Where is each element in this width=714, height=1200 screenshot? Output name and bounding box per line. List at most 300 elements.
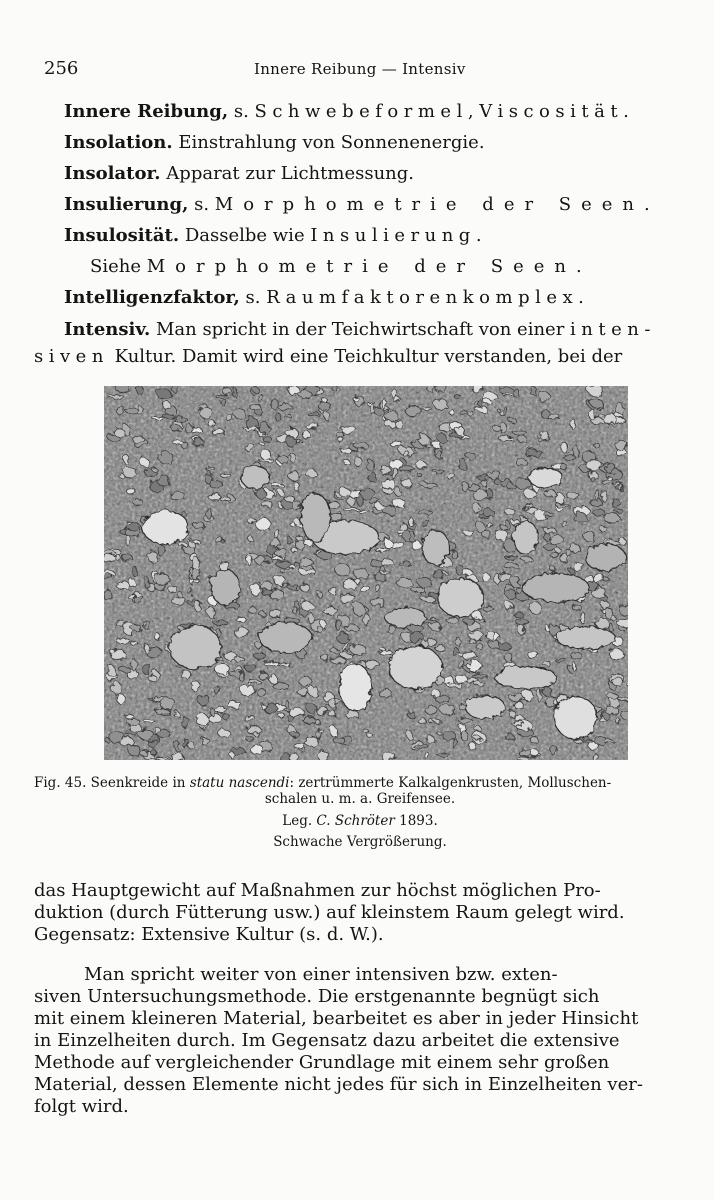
pebble xyxy=(267,608,280,615)
pebble xyxy=(515,617,527,624)
rock-fragment xyxy=(338,662,370,710)
pebble xyxy=(130,659,136,670)
pebble xyxy=(110,681,121,693)
pebble xyxy=(471,502,479,511)
pebble xyxy=(560,442,567,452)
pebble xyxy=(170,595,185,602)
pebble xyxy=(256,393,262,400)
pebble xyxy=(616,696,628,699)
pebble xyxy=(614,402,622,413)
pebble xyxy=(283,413,290,416)
pebble xyxy=(321,606,336,613)
pebble xyxy=(468,630,483,639)
pebble xyxy=(504,587,513,597)
pebble xyxy=(204,506,209,517)
cross-reference: Morphometrie der Seen xyxy=(214,194,645,215)
pebble xyxy=(366,732,371,736)
pebble xyxy=(475,642,482,648)
pebble xyxy=(493,528,506,540)
pebble xyxy=(515,477,529,488)
pebble xyxy=(209,707,214,714)
pebble xyxy=(402,528,409,539)
pebble xyxy=(582,530,593,540)
figure-label: Fig. 45. xyxy=(34,775,87,791)
pebble xyxy=(508,709,514,716)
pebble xyxy=(125,717,138,724)
pebble xyxy=(255,687,263,695)
pebble xyxy=(417,434,428,444)
pebble xyxy=(373,547,388,550)
pebble xyxy=(604,462,615,473)
pebble xyxy=(357,509,368,512)
page-number: 256 xyxy=(44,58,79,79)
pebble xyxy=(535,688,541,700)
pebble xyxy=(602,412,615,423)
running-head: Innere Reibung — Intensiv xyxy=(254,60,466,78)
pebble xyxy=(328,708,334,716)
pebble xyxy=(404,404,419,415)
pebble xyxy=(258,612,265,615)
pebble xyxy=(140,662,149,672)
pebble xyxy=(424,736,434,742)
pebble xyxy=(254,517,269,529)
pebble xyxy=(245,555,251,564)
pebble xyxy=(155,388,169,397)
pebble xyxy=(301,715,313,721)
pebble xyxy=(487,639,499,647)
pebble xyxy=(296,687,308,694)
pebble xyxy=(600,600,608,608)
pebble xyxy=(416,472,420,476)
pebble xyxy=(286,536,291,543)
pebble xyxy=(317,728,322,732)
pebble xyxy=(467,660,481,672)
pebble xyxy=(315,704,325,715)
pebble xyxy=(555,503,568,507)
pebble xyxy=(452,737,456,747)
pebble xyxy=(117,665,129,671)
pebble xyxy=(234,615,244,620)
pebble xyxy=(465,451,473,459)
pebble xyxy=(176,541,185,546)
pebble xyxy=(314,717,318,723)
pebble xyxy=(299,583,309,590)
rock-fragment xyxy=(384,606,425,627)
pebble xyxy=(460,480,467,489)
cross-reference: Morphometrie der Seen xyxy=(146,256,576,277)
pebble xyxy=(268,673,276,682)
rock-fragment xyxy=(512,519,537,553)
pebble xyxy=(364,658,377,668)
pebble xyxy=(307,685,317,696)
pebble xyxy=(606,692,617,697)
entry-definition: Apparat zur Lichtmessung. xyxy=(160,163,415,184)
pebble xyxy=(467,740,474,748)
pebble xyxy=(537,391,549,401)
pebble xyxy=(512,700,521,707)
entry-siehe: Siehe Morphometrie der Seen. xyxy=(90,256,582,277)
pebble xyxy=(317,750,328,760)
pebble xyxy=(610,497,618,506)
pebble xyxy=(506,483,514,489)
pebble xyxy=(315,624,321,630)
pebble xyxy=(419,481,435,486)
pebble xyxy=(453,636,458,644)
page-header xyxy=(44,58,674,82)
pebble xyxy=(570,603,580,608)
pebble xyxy=(170,386,177,391)
pebble xyxy=(125,522,139,529)
body-text xyxy=(34,880,688,1136)
pebble xyxy=(320,652,327,660)
pebble xyxy=(251,386,258,391)
pebble xyxy=(166,584,176,591)
pebble xyxy=(602,512,618,521)
pebble xyxy=(558,463,566,469)
pebble xyxy=(257,421,268,432)
pebble xyxy=(353,566,366,578)
pebble xyxy=(109,648,124,659)
pebble xyxy=(416,509,431,514)
caption-line-1: Fig. 45. Seenkreide in statu nascendi: zertrümmerte Kalkalgenkrusten, Molluschen- xyxy=(34,775,612,791)
pebble xyxy=(328,586,336,593)
pebble xyxy=(554,546,559,551)
pebble xyxy=(239,684,254,694)
pebble xyxy=(509,720,523,723)
pebble xyxy=(386,625,395,633)
pebble xyxy=(610,675,621,684)
pebble xyxy=(269,397,277,408)
pebble xyxy=(369,596,383,605)
pebble xyxy=(219,472,230,476)
pebble xyxy=(297,389,311,397)
pebble xyxy=(229,751,233,758)
pebble xyxy=(592,508,603,515)
pebble xyxy=(289,730,297,736)
pebble xyxy=(482,398,490,403)
pebble xyxy=(126,743,139,753)
pebble xyxy=(219,495,229,500)
pebble xyxy=(541,685,550,694)
pebble xyxy=(299,675,310,685)
pebble xyxy=(352,455,360,465)
pebble xyxy=(150,467,155,470)
rock-fragment xyxy=(258,621,310,652)
pebble xyxy=(187,588,192,594)
pebble xyxy=(121,553,131,559)
pebble xyxy=(431,468,443,471)
pebble xyxy=(276,403,290,409)
pebble xyxy=(173,415,186,421)
pebble xyxy=(104,549,114,554)
pebble xyxy=(549,744,556,754)
pebble xyxy=(269,482,282,486)
pebble xyxy=(377,688,391,695)
pebble xyxy=(182,736,186,747)
pebble xyxy=(509,575,519,586)
text-line: Gegensatz: Extensive Kultur (s. d. W.). xyxy=(34,924,384,945)
pebble xyxy=(433,644,443,650)
cross-reference: Viscosität xyxy=(479,101,624,122)
pebble xyxy=(272,547,285,555)
pebble xyxy=(420,519,429,526)
pebble xyxy=(503,561,517,568)
pebble xyxy=(125,486,134,492)
pebble xyxy=(258,440,263,443)
rock-fragment xyxy=(421,529,448,564)
caption-leg: Leg. C. Schröter 1893. xyxy=(282,813,438,829)
pebble xyxy=(115,404,122,414)
text-line: Methode auf vergleichender Grundlage mit einem sehr großen xyxy=(34,1052,610,1073)
pebble xyxy=(445,615,457,621)
glossary-entries xyxy=(64,98,684,315)
pebble xyxy=(382,538,391,546)
pebble xyxy=(539,407,548,416)
pebble xyxy=(247,606,256,611)
pebble xyxy=(380,465,390,475)
pebble xyxy=(129,639,136,643)
pebble xyxy=(592,752,596,760)
pebble xyxy=(554,657,566,660)
pebble xyxy=(170,424,180,430)
pebble xyxy=(464,677,477,681)
pebble xyxy=(249,742,261,752)
pebble xyxy=(407,516,412,525)
pebble xyxy=(292,741,303,746)
pebble xyxy=(220,712,227,717)
pebble xyxy=(147,674,156,680)
pebble xyxy=(134,386,141,393)
pebble xyxy=(269,537,278,547)
pebble xyxy=(342,507,358,510)
pebble xyxy=(515,457,526,465)
pebble xyxy=(452,646,456,655)
pebble xyxy=(291,605,296,612)
pebble xyxy=(368,498,379,503)
pebble xyxy=(206,418,213,424)
pebble xyxy=(329,656,345,661)
pebble xyxy=(452,393,459,397)
pebble xyxy=(572,738,581,742)
pebble xyxy=(273,411,278,420)
pebble xyxy=(485,630,495,638)
pebble xyxy=(457,458,465,469)
pebble xyxy=(316,590,320,597)
figure-photo-seenkreide xyxy=(104,386,628,760)
pebble xyxy=(624,681,628,685)
pebble xyxy=(512,429,525,435)
pebble xyxy=(343,623,357,629)
pebble xyxy=(498,523,505,527)
pebble xyxy=(584,458,600,468)
pebble xyxy=(470,673,486,677)
pebble xyxy=(307,612,312,623)
caption-line-2: schalen u. m. a. Greifensee. xyxy=(264,791,456,807)
entry-term: Insolator. xyxy=(64,163,161,184)
pebble xyxy=(486,470,499,478)
entry-insulositaet: Insulosität. Dasselbe wie Insulierung. xyxy=(64,225,482,246)
text-line: Material, dessen Elemente nicht jedes für sich in Einzelheiten ver- xyxy=(34,1074,643,1095)
pebble xyxy=(454,564,462,574)
pebble xyxy=(132,565,136,575)
pebble xyxy=(151,415,162,418)
pebble xyxy=(333,618,339,629)
pebble xyxy=(198,405,211,416)
pebble xyxy=(153,572,168,584)
pebble xyxy=(242,715,254,720)
pebble xyxy=(586,386,602,395)
pebble xyxy=(491,424,500,429)
pebble xyxy=(156,475,169,485)
pebble xyxy=(373,407,383,414)
pebble xyxy=(277,661,290,664)
pebble xyxy=(402,449,407,456)
pebble xyxy=(503,652,511,661)
pebble xyxy=(503,733,513,739)
pebble xyxy=(116,692,123,702)
pebble xyxy=(269,555,281,558)
pebble xyxy=(540,659,548,664)
rock-fragment xyxy=(494,665,555,688)
pebble xyxy=(549,566,555,570)
pebble xyxy=(212,684,217,692)
pebble xyxy=(528,734,536,741)
pebble xyxy=(589,397,601,406)
pebble xyxy=(213,619,227,625)
rock-fragment xyxy=(555,625,614,647)
pebble xyxy=(246,534,251,540)
pebble xyxy=(515,755,527,759)
pebble xyxy=(612,481,619,485)
pebble xyxy=(393,418,401,426)
pebble xyxy=(285,427,296,437)
pebble xyxy=(408,630,422,641)
pebble xyxy=(293,482,299,491)
pebble xyxy=(503,555,517,558)
pebble xyxy=(339,593,354,603)
pebble xyxy=(137,728,152,739)
pebble xyxy=(114,637,128,642)
pebble xyxy=(206,606,214,617)
pebble xyxy=(517,434,526,441)
pebble xyxy=(134,591,141,596)
pebble xyxy=(340,424,355,432)
pebble xyxy=(561,453,573,458)
entry-insulierung: Insulierung, s. Morphometrie der Seen. xyxy=(64,194,650,215)
text-line: mit einem kleineren Material, bearbeitet es aber in jeder Hinsicht xyxy=(34,1008,639,1029)
pebble xyxy=(618,604,628,614)
pebble xyxy=(383,419,393,426)
pebble xyxy=(438,703,454,713)
pebble xyxy=(419,405,429,408)
pebble xyxy=(304,423,319,427)
caption-magnification: Schwache Vergrößerung. xyxy=(273,834,447,850)
pebble xyxy=(138,750,146,754)
pebble xyxy=(279,567,283,571)
pebble xyxy=(330,386,336,389)
pebble xyxy=(523,502,532,505)
pebble xyxy=(446,472,455,477)
pebble xyxy=(289,546,296,551)
pebble xyxy=(613,508,622,512)
pebble xyxy=(517,623,524,633)
pebble xyxy=(513,715,523,720)
pebble xyxy=(330,649,340,652)
pebble xyxy=(581,738,591,741)
pebble xyxy=(143,576,148,587)
pebble xyxy=(462,529,472,534)
pebble xyxy=(420,595,434,601)
pebble xyxy=(171,751,183,760)
pebble xyxy=(448,433,460,437)
pebble xyxy=(288,520,293,525)
pebble xyxy=(543,526,555,532)
pebble xyxy=(482,605,492,610)
pebble xyxy=(462,617,473,623)
pebble xyxy=(476,473,487,479)
pebble xyxy=(473,736,481,739)
pebble xyxy=(593,572,602,584)
pebble xyxy=(459,730,467,739)
pebble xyxy=(358,584,368,591)
pebble xyxy=(356,493,361,505)
pebble xyxy=(367,471,376,480)
pebble xyxy=(112,427,123,435)
pebble xyxy=(152,631,158,638)
pebble xyxy=(132,435,144,442)
pebble xyxy=(425,386,434,390)
pebble xyxy=(322,410,328,419)
pebble xyxy=(154,707,167,713)
pebble xyxy=(129,623,139,630)
pebble xyxy=(190,556,199,568)
pebble xyxy=(169,490,184,500)
pebble xyxy=(219,398,225,403)
pebble xyxy=(412,743,428,747)
pebble xyxy=(244,442,255,450)
pebble xyxy=(542,489,554,495)
pebble xyxy=(317,401,329,409)
photo-texture xyxy=(104,386,628,760)
pebble xyxy=(200,737,208,744)
pebble xyxy=(247,403,258,408)
pebble xyxy=(593,441,598,446)
entry-innere-reibung: Innere Reibung, s. Schwebeformel, Viscosität. xyxy=(64,101,629,122)
pebble xyxy=(368,402,373,412)
pebble xyxy=(522,688,531,699)
pebble xyxy=(503,600,511,608)
entry-intensiv xyxy=(34,316,686,370)
text-line: Man spricht weiter von einer intensiven bzw. exten- xyxy=(84,964,558,985)
pebble xyxy=(162,413,173,417)
rock-fragment xyxy=(168,624,220,667)
pebble xyxy=(447,682,462,687)
pebble xyxy=(277,489,282,495)
pebble xyxy=(450,549,456,558)
pebble xyxy=(497,571,510,580)
pebble xyxy=(473,724,479,729)
pebble xyxy=(104,736,107,740)
pebble xyxy=(106,664,114,675)
entry-insolation xyxy=(64,129,684,160)
intensiv-line-1: Intensiv. Man spricht in der Teichwirtschaft von einer inten- xyxy=(64,319,656,340)
pebble xyxy=(192,520,203,527)
pebble xyxy=(190,426,200,432)
pebble xyxy=(511,387,518,394)
pebble xyxy=(380,397,384,408)
pebble xyxy=(276,453,286,461)
pebble xyxy=(217,728,229,736)
